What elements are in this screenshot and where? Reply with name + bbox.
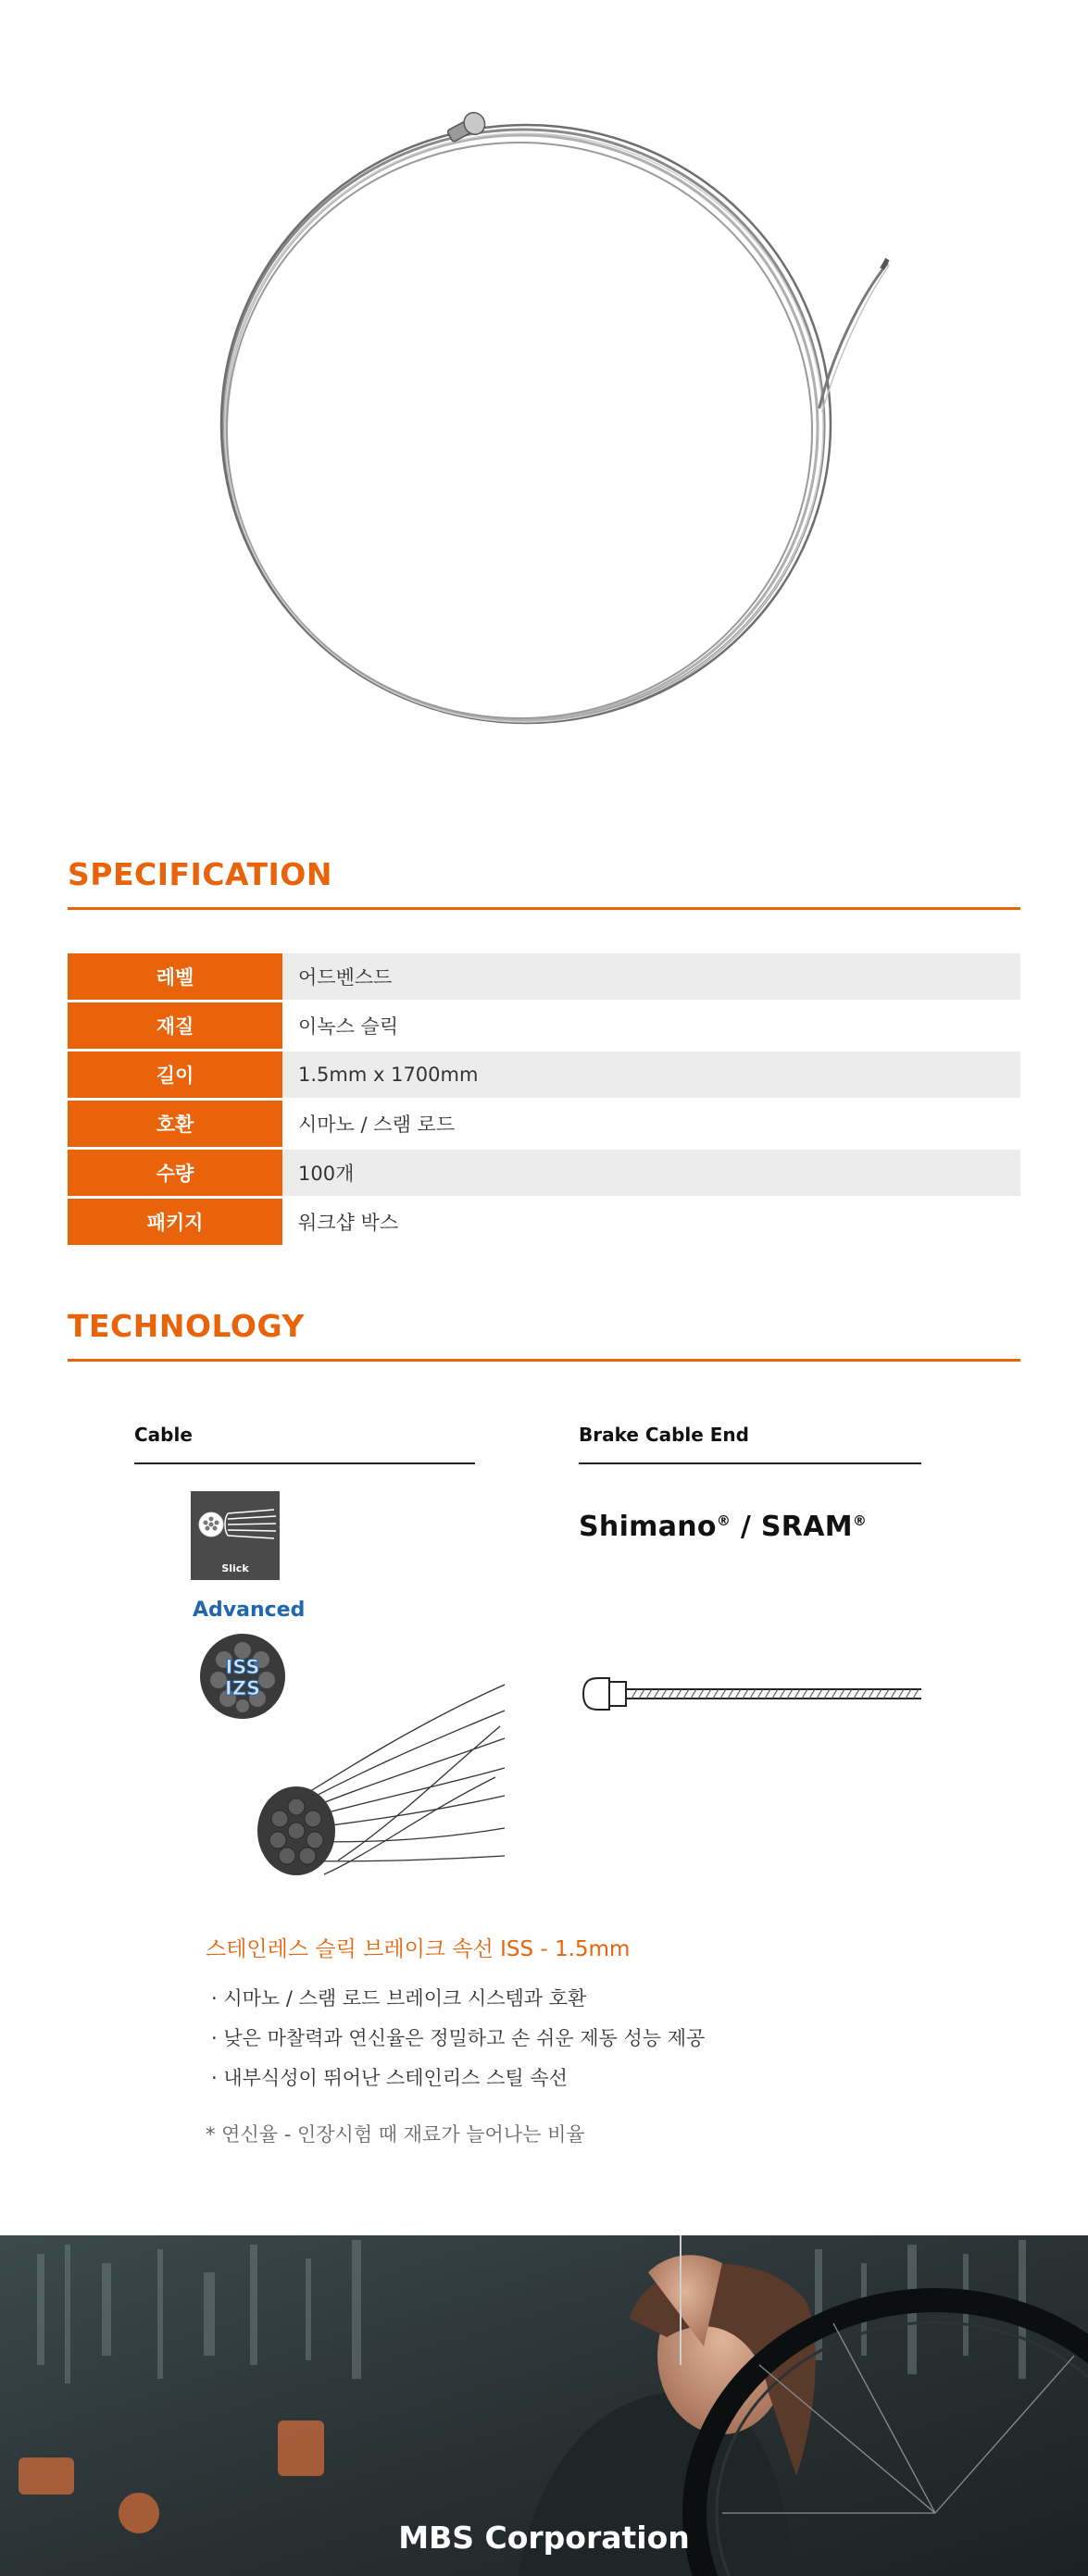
product-cable-image [0,0,1088,815]
brake-end-column-title: Brake Cable End [579,1424,749,1446]
feature-item: · 내부식성이 뛰어난 스테인리스 스틸 속선 [211,2067,568,2089]
technology-divider [68,1359,1020,1362]
spec-value: 시마노 / 스램 로드 [282,1101,1020,1147]
spec-label: 길이 [68,1052,282,1098]
spec-value: 어드벤스드 [282,953,1020,1000]
spec-value: 워크샵 박스 [282,1199,1020,1245]
feature-item: · 낮은 마찰력과 연신율은 정밀하고 손 쉬운 제동 성능 제공 [211,2027,706,2049]
brand-separator: / [731,1511,761,1543]
product-line-title: 스테인레스 슬릭 브레이크 속선 ISS - 1.5mm [206,1937,631,1961]
slick-badge [191,1491,280,1580]
spec-value: 1.5mm x 1700mm [282,1052,1020,1098]
spec-row [68,1150,1020,1196]
iss-logo-line2: IZS [224,1677,261,1699]
compatible-brands [579,1511,867,1543]
advanced-label: Advanced [193,1599,306,1622]
spec-row [68,1199,1020,1245]
spec-row [68,1101,1020,1147]
technology-heading: TECHNOLOGY [68,1308,305,1344]
spec-row [68,1052,1020,1098]
slick-cable-icon [191,1491,280,1556]
feature-item: · 시마노 / 스램 로드 브레이크 시스템과 호환 [211,1987,587,2010]
brake-end-column-divider [579,1462,921,1464]
spec-label: 수량 [68,1150,282,1196]
brand-shimano: Shimano [579,1511,717,1543]
company-name: MBS Corporation [398,2520,690,2556]
cable-strand-illustration [236,1666,514,1879]
brake-cable-end-illustration [574,1671,931,1717]
slick-badge-label: Slick [221,1562,249,1574]
cable-column-divider [134,1462,475,1464]
specification-divider [68,907,1020,910]
specification-heading: SPECIFICATION [68,856,332,892]
cable-column-title: Cable [134,1424,193,1446]
spec-table [68,953,1020,1248]
elongation-footnote: * 연신율 - 인장시험 때 재료가 늘어나는 비율 [206,2123,585,2146]
spec-label: 호환 [68,1101,282,1147]
spec-value: 이녹스 슬릭 [282,1002,1020,1049]
registered-mark-shimano: ® [716,1512,732,1529]
spec-row [68,1002,1020,1049]
registered-mark-sram: ® [852,1512,868,1529]
spec-label: 레벨 [68,953,282,1000]
iss-logo-line1: ISS [225,1656,260,1678]
spec-label: 패키지 [68,1199,282,1245]
brand-sram: SRAM [760,1511,853,1543]
spec-value: 100개 [282,1150,1020,1196]
spec-row [68,953,1020,1000]
spec-label: 재질 [68,1002,282,1049]
